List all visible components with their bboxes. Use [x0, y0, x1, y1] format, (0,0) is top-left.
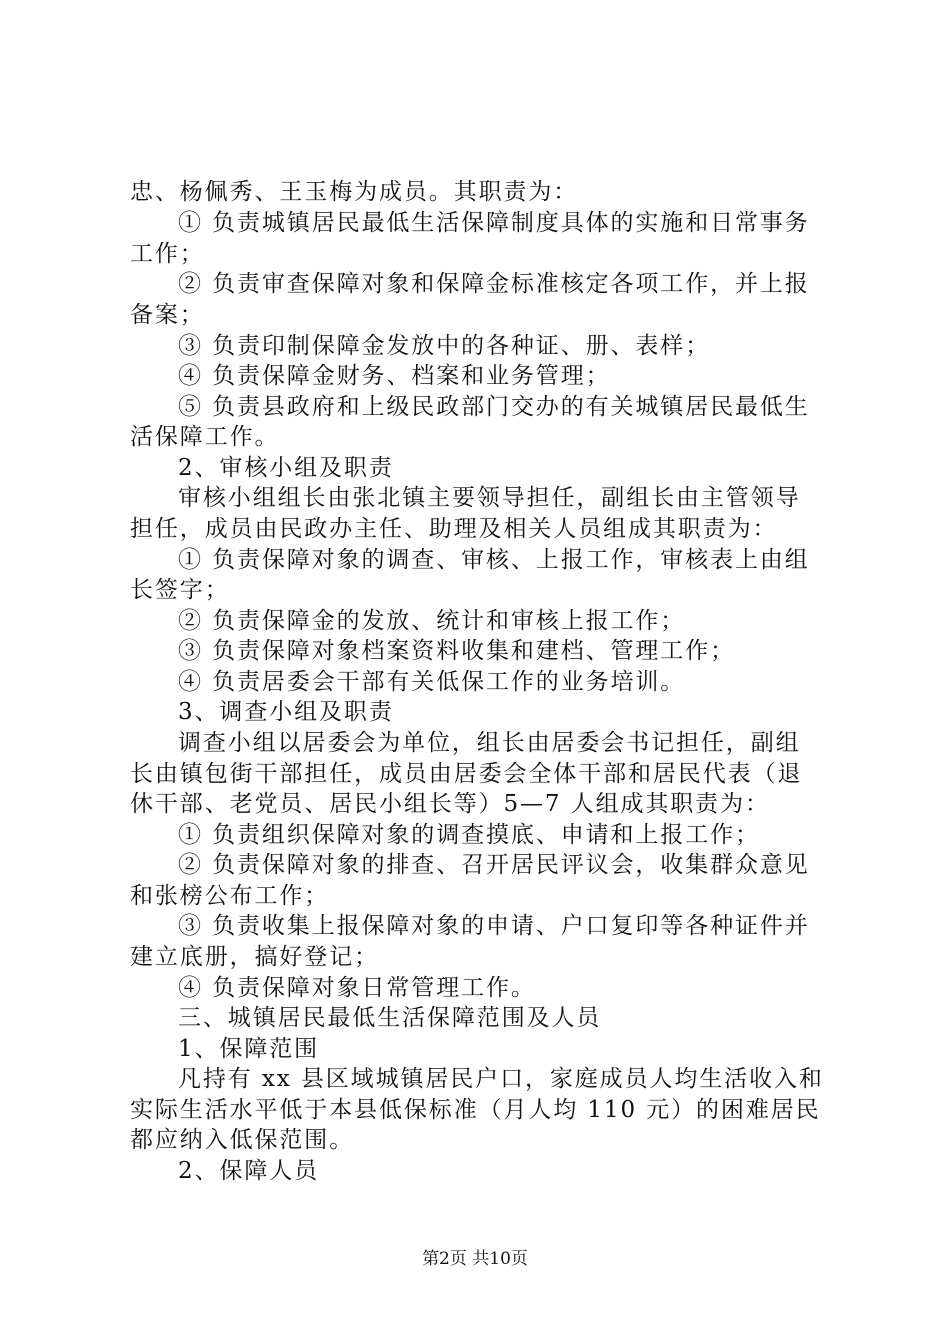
paragraph-line: 调查小组以居委会为单位，组长由居委会书记担任，副组: [178, 730, 801, 756]
paragraph-line: 长由镇包街干部担任，成员由居委会全体干部和居民代表（退: [130, 761, 803, 787]
paragraph-line: 长签字；: [130, 577, 230, 603]
paragraph-line: 备案；: [130, 302, 205, 328]
paragraph-line: 实际生活水平低于本县低保标准（月人均 110 元）的困难居民: [130, 1097, 821, 1123]
paragraph-line: ③ 负责保障对象档案资料收集和建档、管理工作；: [178, 638, 736, 664]
paragraph-line: ② 负责审查保障对象和保障金标准核定各项工作，并上报: [178, 271, 810, 297]
paragraph-line: 凡持有 xx 县区域城镇居民户口，家庭成员人均生活收入和: [178, 1066, 824, 1092]
paragraph-line: 担任，成员由民政办主任、助理及相关人员组成其职责为：: [130, 516, 778, 542]
paragraph-line: 工作；: [130, 241, 205, 267]
paragraph-line: 休干部、老党员、居民小组长等）5—7 人组成其职责为：: [130, 791, 770, 817]
paragraph-line: 忠、杨佩秀、王玉梅为成员。其职责为：: [130, 179, 579, 205]
paragraph-line: ③ 负责收集上报保障对象的申请、户口复印等各种证件并: [178, 913, 810, 939]
paragraph-line: ③ 负责印制保障金发放中的各种证、册、表样；: [178, 333, 711, 359]
paragraph-line: 建立底册，搞好登记；: [130, 944, 379, 970]
paragraph-line: 都应纳入低保范围。: [130, 1127, 355, 1153]
paragraph-line: ④ 负责居委会干部有关低保工作的业务培训。: [178, 669, 686, 695]
paragraph-line: ④ 负责保障对象日常管理工作。: [178, 975, 536, 1001]
paragraph-line: ② 负责保障金的发放、统计和审核上报工作；: [178, 608, 686, 634]
section-heading: 1、保障范围: [178, 1036, 320, 1062]
paragraph-line: 和张榜公布工作；: [130, 883, 330, 909]
paragraph-line: ① 负责城镇居民最低生活保障制度具体的实施和日常事务: [178, 210, 810, 236]
paragraph-line: ② 负责保障对象的排查、召开居民评议会，收集群众意见: [178, 852, 810, 878]
paragraph-line: ⑤ 负责县政府和上级民政部门交办的有关城镇居民最低生: [178, 394, 810, 420]
paragraph-line: ④ 负责保障金财务、档案和业务管理；: [178, 363, 611, 389]
paragraph-line: ① 负责组织保障对象的调查摸底、申请和上报工作；: [178, 822, 760, 848]
paragraph-line: 审核小组组长由张北镇主要领导担任，副组长由主管领导: [178, 485, 801, 511]
page-number-footer: 第2页 共10页: [422, 1249, 528, 1269]
section-heading: 三、城镇居民最低生活保障范围及人员: [178, 1005, 602, 1031]
section-heading: 2、保障人员: [178, 1158, 320, 1184]
paragraph-line: 活保障工作。: [130, 424, 280, 450]
section-heading: 2、审核小组及职责: [178, 455, 394, 481]
section-heading: 3、调查小组及职责: [178, 699, 394, 725]
paragraph-line: ① 负责保障对象的调查、审核、上报工作，审核表上由组: [178, 547, 810, 573]
